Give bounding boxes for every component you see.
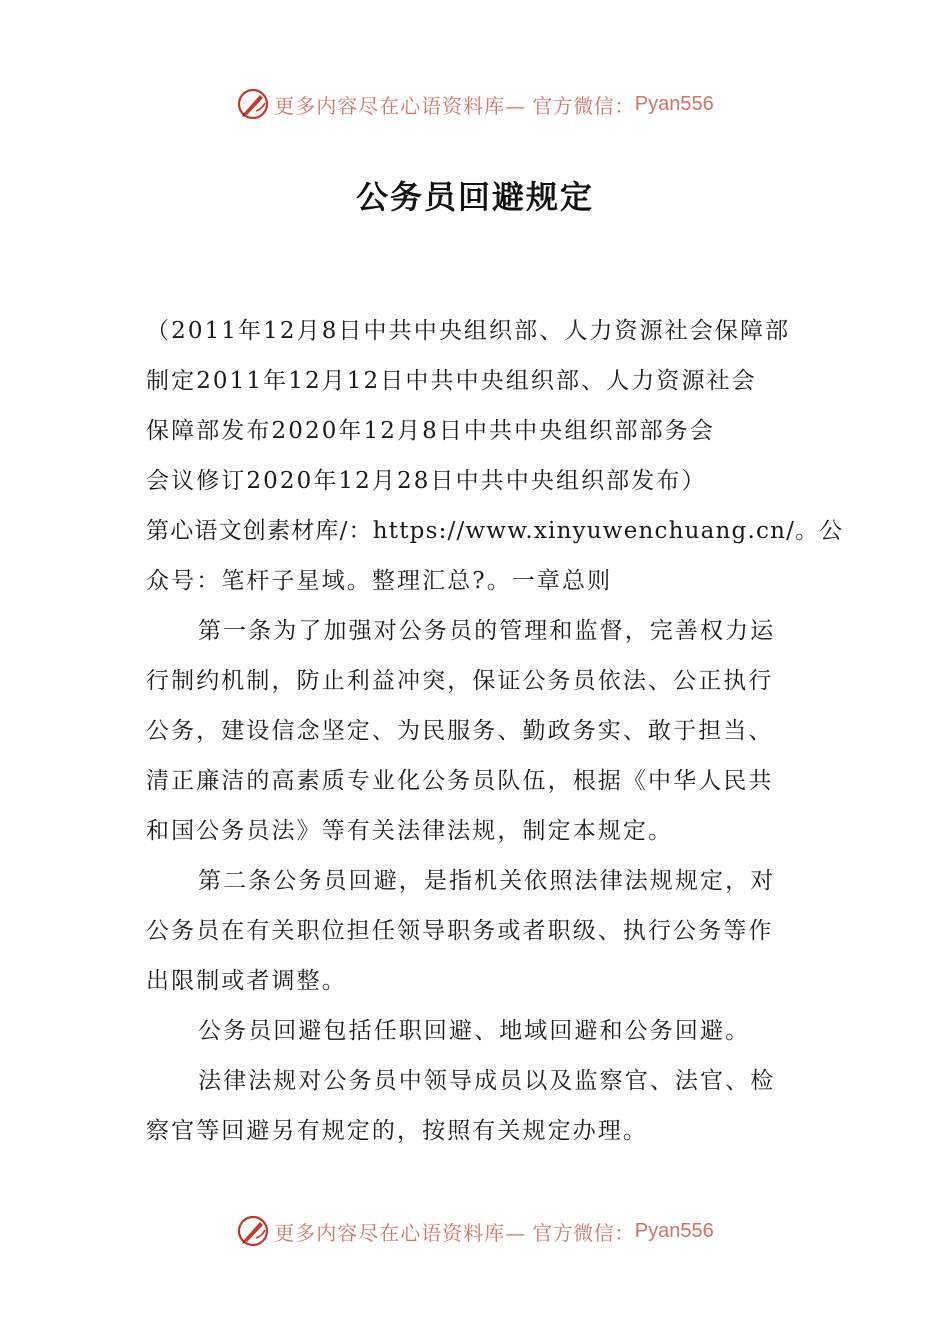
body-line: 清正廉洁的高素质专业化公务员队伍，根据《中华人民共 xyxy=(146,768,774,794)
body-line: 公务，建设信念坚定、为民服务、勤政务实、敢于担当、 xyxy=(146,718,774,744)
body-line: 法律法规对公务员中领导成员以及监察官、法官、检 xyxy=(198,1068,776,1094)
document-title: 公务员回避规定 xyxy=(355,178,594,216)
body-line: 公务员回避包括任职回避、地域回避和公务回避。 xyxy=(198,1018,751,1044)
banner-wechat-label: 官方微信： xyxy=(532,1220,635,1245)
body-line: 公务员在有关职位担任领导职务或者职级、执行公务等作 xyxy=(146,918,774,944)
body-line: （2011年12月8日中共中央组织部、人力资源社会保障部 xyxy=(146,318,791,344)
body-line: 第心语文创素材库/：https://www.xinyuwenchuang.cn/。公 xyxy=(146,518,844,544)
banner-wechat-id: Pyan556 xyxy=(634,1219,714,1242)
body-line: 保障部发布2020年12月8日中共中央组织部部务会 xyxy=(146,418,715,444)
pen-logo-icon xyxy=(236,1214,270,1248)
body-line: 制定2011年12月12日中共中央组织部、人力资源社会 xyxy=(146,368,757,394)
header-banner xyxy=(0,84,950,124)
body-line: 和国公务员法》等有关法律法规，制定本规定。 xyxy=(146,818,674,844)
banner-text: 更多内容尽在心语资料库— xyxy=(274,1220,527,1245)
banner-text: 更多内容尽在心语资料库— xyxy=(274,93,527,118)
document-body xyxy=(146,306,844,1156)
banner-wechat-id: Pyan556 xyxy=(634,92,714,115)
body-line: 行制约机制，防止利益冲突，保证公务员依法、公正执行 xyxy=(146,668,774,694)
body-line: 会议修订2020年12月28日中共中央组织部发布） xyxy=(146,468,707,494)
banner-wechat-label: 官方微信： xyxy=(532,93,635,118)
body-line: 出限制或者调整。 xyxy=(146,968,347,994)
body-line: 第一条为了加强对公务员的管理和监督，完善权力运 xyxy=(198,618,776,644)
pen-logo-icon xyxy=(236,87,270,121)
body-line: 众号：笔杆子星域。整理汇总?。一章总则 xyxy=(146,568,613,594)
body-line: 察官等回避另有规定的，按照有关规定办理。 xyxy=(146,1118,648,1144)
footer-banner xyxy=(0,1211,950,1251)
body-line: 第二条公务员回避，是指机关依照法律法规规定，对 xyxy=(198,868,776,894)
